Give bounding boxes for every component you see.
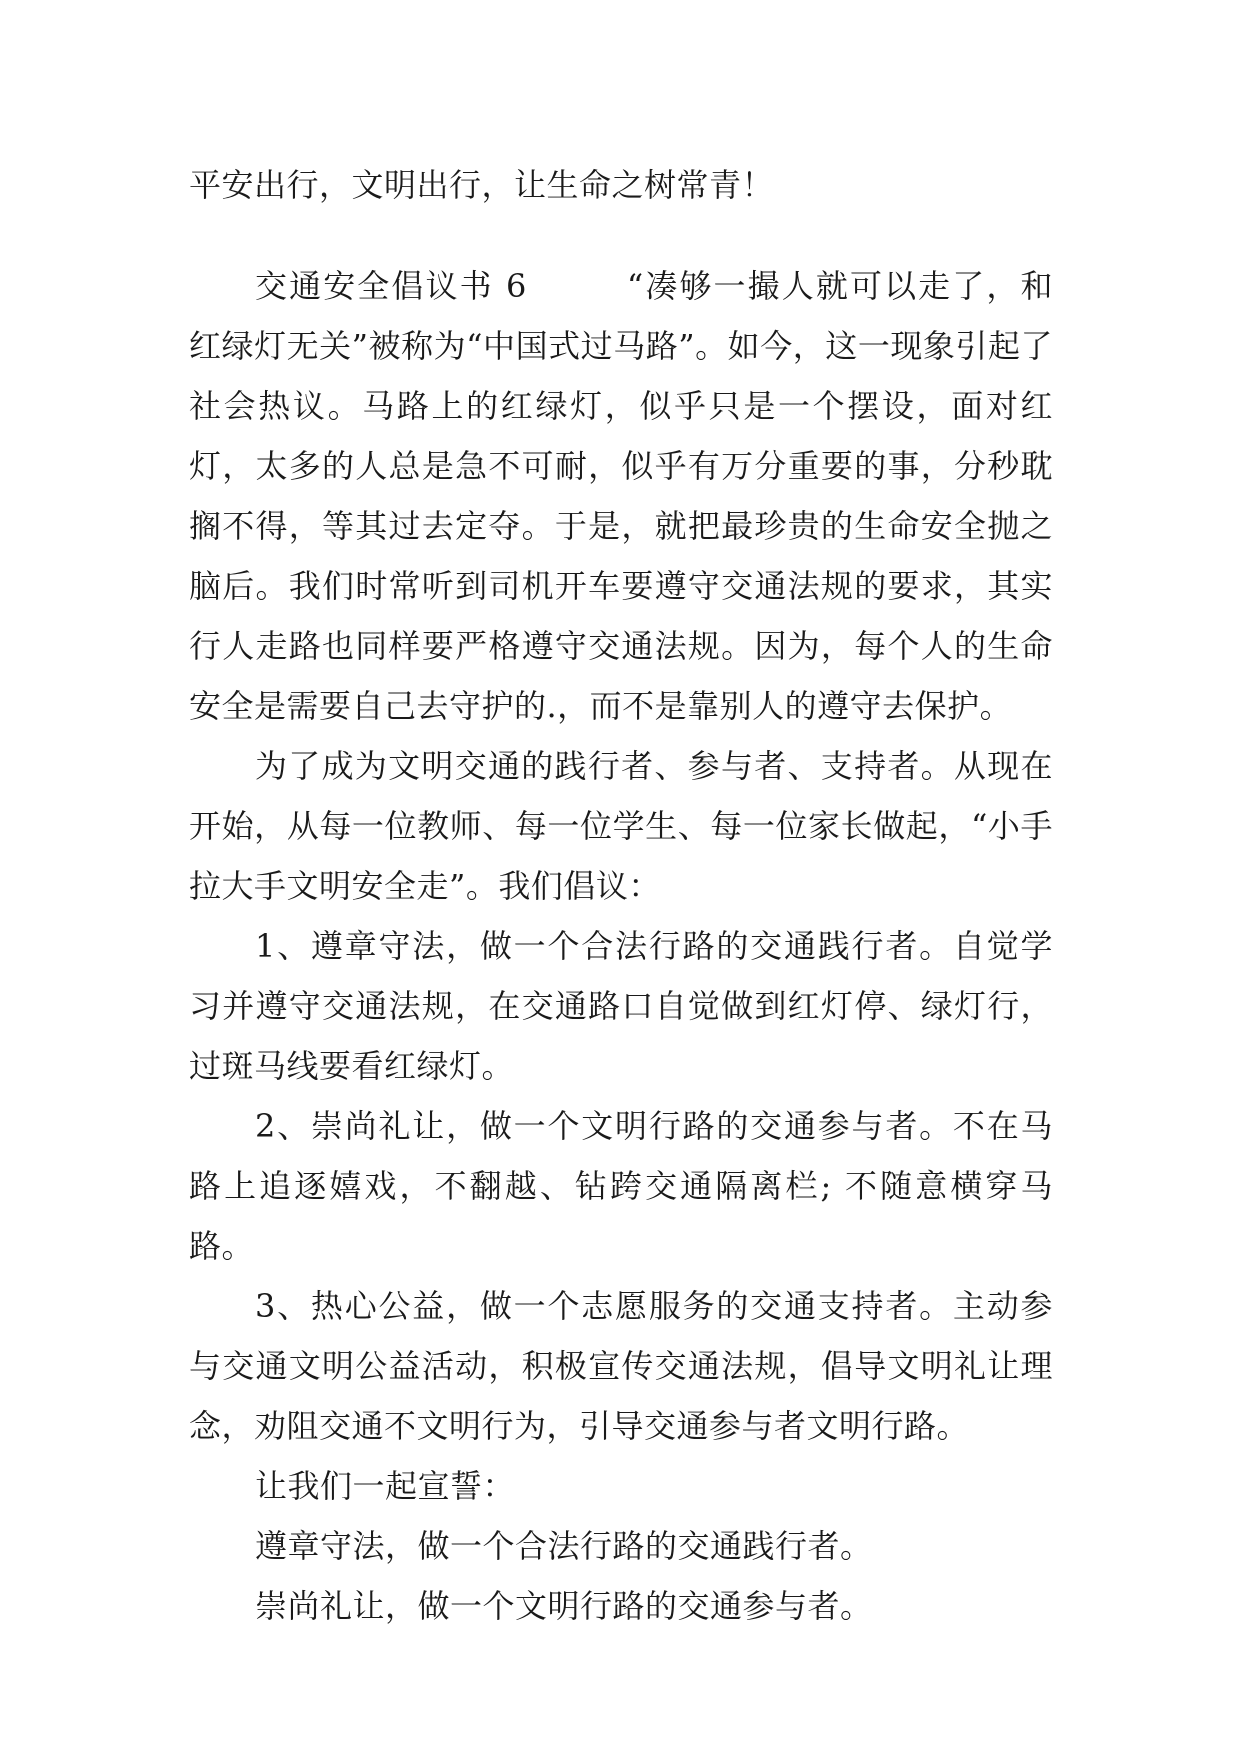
paragraph-oath-2: 崇尚礼让，做一个文明行路的交通参与者。 bbox=[255, 1587, 873, 1625]
paragraph-item-2: 2、崇尚礼让，做一个文明行路的交通参与者。不在马路上追逐嬉戏，不翻越、钻跨交通隔离栏; 不随意横穿马路。 bbox=[189, 1107, 1053, 1265]
closing-line-text: 平安出行，文明出行，让生命之树常青！ bbox=[189, 166, 775, 204]
section-intro-paragraph bbox=[189, 256, 1053, 736]
paragraph-item-1: 1、遵章守法，做一个合法行路的交通践行者。自觉学习并遵守交通法规，在交通路口自觉做到红灯停、绿灯行，过斑马线要看红绿灯。 bbox=[189, 927, 1053, 1085]
section-intro-text: “凑够一撮人就可以走了，和红绿灯无关”被称为“中国式过马路”。如今，这一现象引起了社会热议。马路上的红绿灯，似乎只是一个摆设，面对红灯，太多的人总是急不可耐，似乎有万分重要的事，分秒耽搁不得，等其过去定夺。于是，就把最珍贵的生命安全抛之脑后。我们时常听到司机开车要遵守交通法规的要求，其实行人走路也同样要严格遵守交通法规。因为，每个人的生命安全是需要自己去守护的.，而不是靠别人的遵守去保护。 bbox=[189, 267, 1053, 725]
paragraph-oath-intro: 让我们一起宣誓： bbox=[255, 1467, 516, 1505]
paragraph-item-3: 3、热心公益，做一个志愿服务的交通支持者。主动参与交通文明公益活动，积极宣传交通法规，倡导文明礼让理念，劝阻交通不文明行为，引导交通参与者文明行路。 bbox=[189, 1287, 1053, 1445]
closing-line bbox=[189, 155, 1053, 215]
document-body bbox=[189, 256, 1053, 1636]
paragraph-oath-1: 遵章守法，做一个合法行路的交通践行者。 bbox=[255, 1527, 873, 1565]
section-title: 交通安全倡议书 6 bbox=[255, 267, 527, 305]
paragraph-initiative: 为了成为文明交通的践行者、参与者、支持者。从现在开始，从每一位教师、每一位学生、每一位家长做起，“小手拉大手文明安全走”。我们倡议： bbox=[189, 747, 1053, 905]
